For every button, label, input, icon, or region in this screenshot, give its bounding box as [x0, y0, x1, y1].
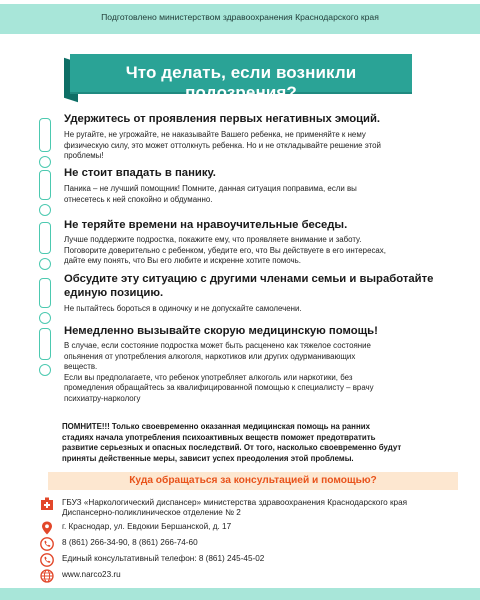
title-banner	[64, 54, 412, 102]
advice-line: психиатру-наркологу	[64, 393, 141, 403]
exclamation-dot	[39, 204, 51, 216]
remember-line: ПОМНИТЕ!!! Только своевременно оказанная медицинская помощь на ранних	[62, 422, 370, 431]
address-text: г. Краснодар, ул. Евдокии Бершанской, д. 17	[62, 522, 232, 531]
advice-line: Поговорите доверительно с ребенком, убедите его, что Вы действуете в его интересах,	[64, 245, 386, 255]
advice-title	[64, 272, 433, 300]
advice-title: Немедленно вызывайте скорую медицинскую помощь!	[64, 325, 378, 337]
exclamation-icon	[36, 278, 54, 332]
organization-text	[62, 498, 462, 519]
advice-line: Лучше поддержите подростка, покажите ему, что проявляете внимание и заботу.	[64, 235, 362, 244]
advice-line: промедления обращайтесь за квалифицированной помощью к специалисту – врачу	[64, 383, 374, 393]
advice-line: отнесетесь к ней спокойно и обдуманно.	[64, 194, 213, 204]
advice-line: В случае, если состояние подростка может быть расценено как тяжелое состояние	[64, 341, 371, 350]
contact-organization	[40, 497, 460, 519]
advice-text	[64, 130, 444, 162]
exclamation-dot	[39, 312, 51, 324]
exclamation-stem	[39, 328, 51, 360]
contact-hotline	[40, 553, 460, 567]
hotline-text: Единый консультативный телефон: 8 (861) 245-45-02	[62, 554, 265, 563]
remember-line: развитие серьезных и опасных последствий. От того, насколько своевременно будут	[62, 443, 402, 453]
banner-box	[70, 54, 412, 102]
contact-phones	[40, 537, 460, 551]
website-link[interactable]: www.narco23.ru	[62, 570, 121, 579]
exclamation-icon	[36, 328, 54, 386]
advice-text	[64, 341, 444, 405]
phone-icon	[40, 537, 54, 551]
advice-text	[64, 235, 444, 267]
phones-text: 8 (861) 266-34-90, 8 (861) 266-74-60	[62, 538, 198, 547]
hospital-icon	[40, 497, 54, 511]
contact-website	[40, 569, 460, 583]
advice-text	[64, 304, 444, 315]
advice-line: Если вы предполагаете, что ребенок употребляет алкоголь или наркотики, без	[64, 372, 353, 382]
contacts-heading-bar	[48, 472, 458, 490]
exclamation-icon	[36, 118, 54, 178]
header-strip	[0, 0, 480, 36]
issuer-text: Подготовлено министерством здравоохранения Краснодарского края	[101, 12, 379, 22]
advice-line: Не пытайтесь бороться в одиночку и не допускайте самолечени.	[64, 304, 302, 313]
advice-title: Не стоит впадать в панику.	[64, 167, 216, 179]
advice-line: физическую силу, это может оттолкнуть ребенка. Но и не откладывайте решение этой	[64, 140, 381, 150]
advice-line: Паника – не лучший помощник! Помните, данная ситуация поправима, если вы	[64, 184, 357, 193]
exclamation-dot	[39, 364, 51, 376]
remember-line: стадиях начала употребления психоактивных веществ поможет предотвратить	[62, 432, 376, 442]
exclamation-dot	[39, 156, 51, 168]
location-pin-icon	[40, 521, 54, 535]
advice-line: проблемы!	[64, 151, 104, 161]
exclamation-stem	[39, 222, 51, 254]
globe-icon	[40, 569, 54, 583]
exclamation-dot	[39, 258, 51, 270]
advice-title-line: Обсудите эту ситуацию с другими членами семьи и выработайте	[64, 273, 434, 285]
page-title: Что делать, если возникли подозрения?	[125, 63, 357, 102]
exclamation-icon	[36, 222, 54, 280]
advice-line: опьянения от употребления алкоголя, наркотиков или других одурманивающих	[64, 351, 356, 361]
organization-line: Диспансерно-поликлиническое отделение № 2	[62, 508, 241, 518]
advice-title: Удержитесь от проявления первых негативных эмоций.	[64, 113, 381, 125]
advice-line: Не ругайте, не угрожайте, не наказывайте Вашего ребенка, не применяйте к нему	[64, 130, 366, 139]
advice-line: веществ.	[64, 362, 98, 372]
contacts-heading: Куда обращаться за консультацией и помощью?	[129, 475, 377, 486]
exclamation-icon	[36, 170, 54, 224]
advice-title: Не теряйте времени на нравоучительные беседы.	[64, 219, 348, 231]
phone-icon	[40, 553, 54, 567]
advice-line: дайте ему понять, что Вы его любите и искренне хотите помочь.	[64, 256, 301, 266]
organization-line: ГБУЗ «Наркологический диспансер» министерства здравоохранения Краснодарского края	[62, 498, 408, 507]
remember-line: приняты действенные меры, зависит успех преодоления этой проблемы.	[62, 453, 354, 463]
exclamation-stem	[39, 278, 51, 308]
contact-address	[40, 521, 460, 535]
exclamation-stem	[39, 118, 51, 152]
footer-strip	[0, 588, 480, 600]
advice-text	[64, 184, 444, 205]
advice-title-line: единую позицию.	[64, 287, 164, 299]
exclamation-stem	[39, 170, 51, 200]
remember-note	[62, 422, 446, 464]
